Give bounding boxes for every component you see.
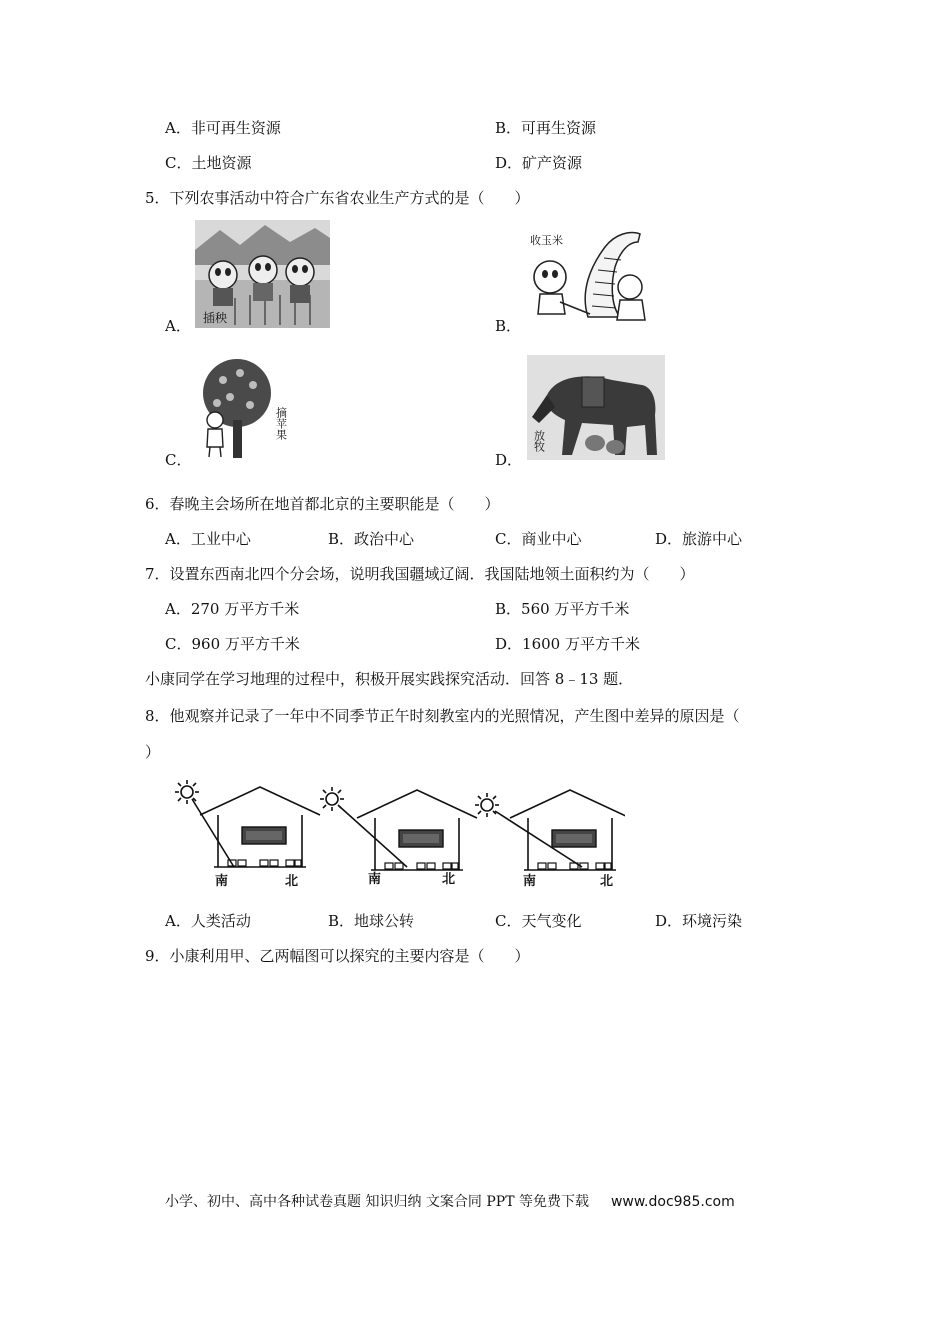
corn-harvest-caption: 收玉米 bbox=[530, 234, 563, 247]
q8-option-c: C．天气变化 bbox=[495, 912, 582, 930]
q4-option-a: A．非可再生资源 bbox=[165, 119, 281, 137]
north-label-3: 北 bbox=[600, 874, 614, 889]
q4-option-b: B．可再生资源 bbox=[495, 119, 597, 137]
south-label-1: 南 bbox=[215, 874, 229, 889]
rice-planting-caption: 插秧 bbox=[203, 311, 228, 325]
south-label-3: 南 bbox=[523, 874, 537, 889]
footer-text: 小学、初中、高中各种试卷真题 知识归纳 文案合同 PPT 等免费下载 bbox=[165, 1194, 589, 1210]
q4-option-c: C．土地资源 bbox=[165, 154, 252, 172]
q8-option-d: D．环境污染 bbox=[655, 912, 743, 930]
q9-stem: 9．小康利用甲、乙两幅图可以探究的主要内容是（ ） bbox=[145, 947, 530, 965]
apple-picking-caption: 摘苹果 bbox=[274, 407, 288, 440]
rice-planting-picture bbox=[195, 220, 330, 328]
q5-option-a: A． bbox=[165, 317, 191, 335]
q8-stem-line2: ） bbox=[145, 743, 161, 761]
q6-option-c: C．商业中心 bbox=[495, 530, 582, 548]
classroom-sunlight-diagram bbox=[170, 775, 625, 895]
north-label-1: 北 bbox=[285, 874, 299, 889]
q7-option-a: A．270 万平方千米 bbox=[165, 600, 300, 618]
q6-stem: 6．春晚主会场所在地首都北京的主要职能是（ ） bbox=[145, 495, 500, 513]
south-label-2: 南 bbox=[368, 872, 382, 887]
north-label-2: 北 bbox=[442, 872, 456, 887]
q6-option-a: A．工业中心 bbox=[165, 530, 251, 548]
apple-picking-picture bbox=[195, 355, 295, 460]
group-intro: 小康同学在学习地理的过程中，积极开展实践探究活动．回答 8﹣13 题． bbox=[145, 670, 634, 688]
q8-option-a: A．人类活动 bbox=[165, 912, 251, 930]
q6-option-d: D．旅游中心 bbox=[655, 530, 743, 548]
footer bbox=[165, 1191, 735, 1211]
grazing-picture bbox=[527, 355, 665, 460]
grazing-caption: 放牧 bbox=[532, 430, 546, 452]
q8-stem-line1: 8．他观察并记录了一年中不同季节正午时刻教室内的光照情况，产生图中差异的原因是（ bbox=[145, 707, 740, 725]
q5-option-d: D． bbox=[495, 451, 523, 469]
q7-stem: 7．设置东西南北四个分会场，说明我国疆域辽阔．我国陆地领土面积约为（ ） bbox=[145, 565, 695, 583]
footer-url[interactable]: www.doc985.com bbox=[610, 1194, 735, 1210]
q5-stem: 5．下列农事活动中符合广东省农业生产方式的是（ ） bbox=[145, 189, 530, 207]
corn-harvest-picture bbox=[520, 222, 660, 328]
q7-option-d: D．1600 万平方千米 bbox=[495, 635, 640, 653]
q5-option-b: B． bbox=[495, 317, 522, 335]
q5-option-c: C． bbox=[165, 451, 192, 469]
q6-option-b: B．政治中心 bbox=[328, 530, 415, 548]
q8-option-b: B．地球公转 bbox=[328, 912, 415, 930]
q4-option-d: D．矿产资源 bbox=[495, 154, 583, 172]
q7-option-b: B．560 万平方千米 bbox=[495, 600, 630, 618]
q7-option-c: C．960 万平方千米 bbox=[165, 635, 300, 653]
